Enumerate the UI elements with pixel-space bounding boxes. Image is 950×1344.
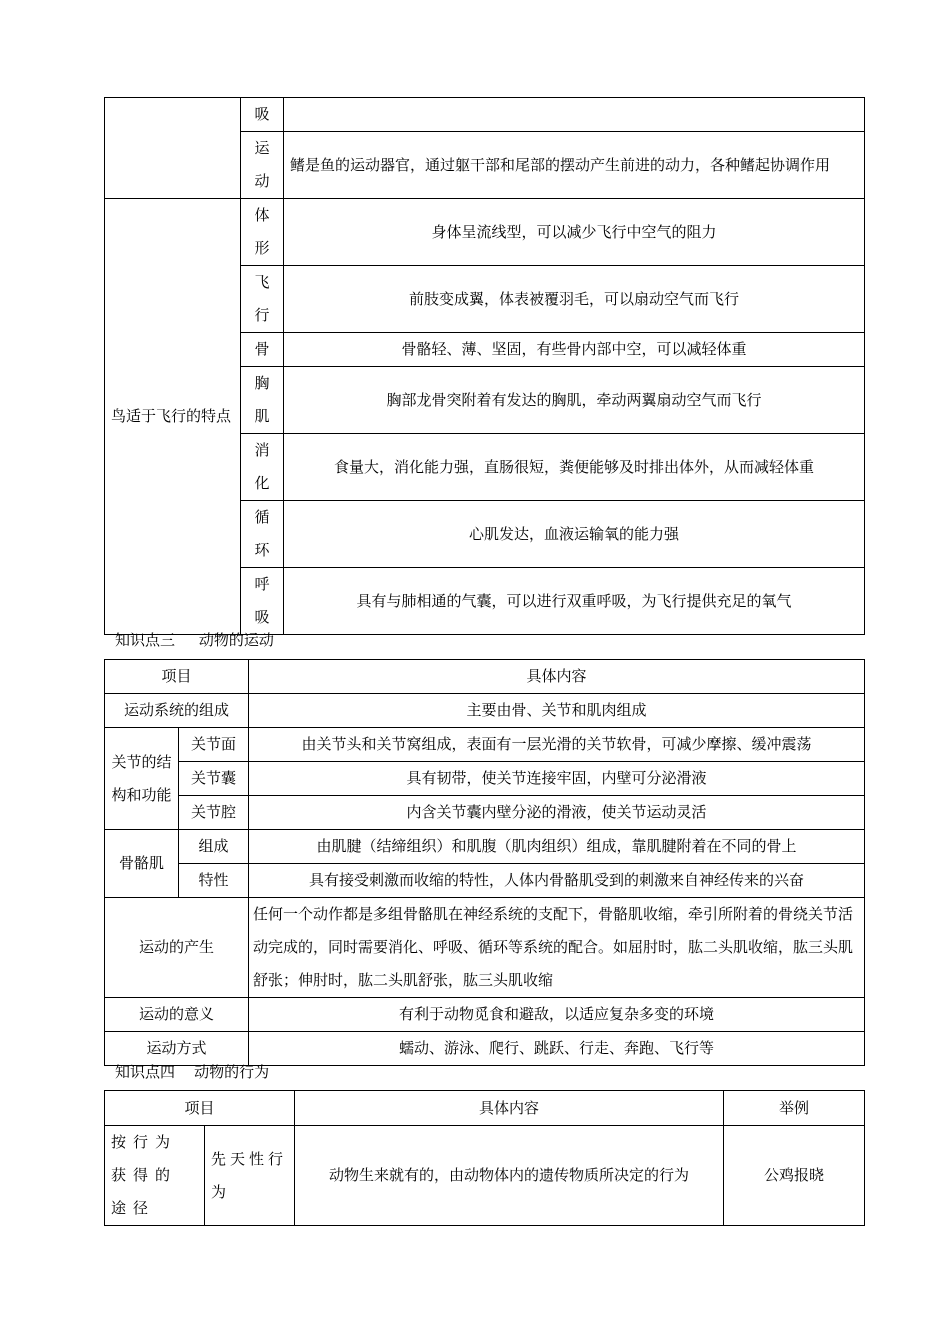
- section3-heading: 知识点三 动物的运动: [115, 631, 274, 649]
- joint-content-cavity: 内含关节囊内壁分泌的滑液，使关节运动灵活: [249, 796, 865, 830]
- behavior-group-label: 按行为获得的途径: [105, 1126, 205, 1226]
- meaning-content: 有利于动物觅食和避敌，以适应复杂多变的环境: [249, 998, 865, 1032]
- behavior-col-content: 具体内容: [295, 1091, 724, 1126]
- bird-content-respiration: 具有与肺相通的气囊，可以进行双重呼吸，为飞行提供充足的氧气: [284, 568, 865, 635]
- behavior-col-example: 举例: [724, 1091, 865, 1126]
- meaning-label: 运动的意义: [105, 998, 249, 1032]
- muscle-sub-composition: 组成: [179, 830, 249, 864]
- bird-item-flight: 飞行: [241, 266, 284, 333]
- muscle-label: 骨骼肌: [105, 830, 179, 898]
- bird-content-chest-muscle: 胸部龙骨突附着有发达的胸肌，牵动两翼扇动空气而飞行: [284, 367, 865, 434]
- behavior-sub-innate: 先天性行为: [205, 1126, 295, 1226]
- modes-label: 运动方式: [105, 1032, 249, 1066]
- movement-col-item: 项目: [105, 660, 249, 694]
- system-content: 主要由骨、关节和肌肉组成: [249, 694, 865, 728]
- muscle-sub-property: 特性: [179, 864, 249, 898]
- system-label: 运动系统的组成: [105, 694, 249, 728]
- movement-col-content: 具体内容: [249, 660, 865, 694]
- fish-content-movement: 鳍是鱼的运动器官，通过躯干部和尾部的摆动产生前进的动力，各种鳍起协调作用: [284, 132, 865, 199]
- joint-sub-cavity: 关节腔: [179, 796, 249, 830]
- bird-title-cell: 鸟适于飞行的特点: [105, 199, 241, 635]
- bird-fish-table: [104, 97, 865, 635]
- fish-item-breathing: 吸: [241, 98, 284, 132]
- bird-item-digestion: 消化: [241, 434, 284, 501]
- bird-item-circulation: 循环: [241, 501, 284, 568]
- bird-content-digestion: 食量大，消化能力强，直肠很短，粪便能够及时排出体外，从而减轻体重: [284, 434, 865, 501]
- behavior-table: [104, 1090, 865, 1226]
- production-label: 运动的产生: [105, 898, 249, 998]
- bird-item-chest-muscle: 胸肌: [241, 367, 284, 434]
- bird-item-bone: 骨: [241, 333, 284, 367]
- behavior-content-innate: 动物生来就有的，由动物体内的遗传物质所决定的行为: [295, 1126, 724, 1226]
- behavior-col-item: 项目: [105, 1091, 295, 1126]
- joint-sub-capsule: 关节囊: [179, 762, 249, 796]
- bird-item-respiration: 呼吸: [241, 568, 284, 635]
- modes-content: 蠕动、游泳、爬行、跳跃、行走、奔跑、飞行等: [249, 1032, 865, 1066]
- production-content: 任何一个动作都是多组骨骼肌在神经系统的支配下，骨骼肌收缩，牵引所附着的骨绕关节活动完成的，同时需要消化、呼吸、循环等系统的配合。如屈肘时，肱二头肌收缩，肱三头肌舒张；伸肘时，肱二头肌舒张，肱三头肌收缩: [249, 898, 865, 998]
- bird-content-bone: 骨骼轻、薄、坚固，有些骨内部中空，可以减轻体重: [284, 333, 865, 367]
- bird-item-shape: 体形: [241, 199, 284, 266]
- bird-content-flight: 前肢变成翼，体表被覆羽毛，可以扇动空气而飞行: [284, 266, 865, 333]
- section4-heading: 知识点四 动物的行为: [115, 1063, 270, 1081]
- joint-content-capsule: 具有韧带，使关节连接牢固，内壁可分泌滑液: [249, 762, 865, 796]
- muscle-content-property: 具有接受刺激而收缩的特性，人体内骨骼肌受到的刺激来自神经传来的兴奋: [249, 864, 865, 898]
- joint-content-surface: 由关节头和关节窝组成，表面有一层光滑的关节软骨，可减少摩擦、缓冲震荡: [249, 728, 865, 762]
- behavior-example-innate: 公鸡报晓: [724, 1126, 865, 1226]
- movement-table: [104, 659, 865, 1066]
- bird-content-shape: 身体呈流线型，可以减少飞行中空气的阻力: [284, 199, 865, 266]
- joint-sub-surface: 关节面: [179, 728, 249, 762]
- joint-label: 关节的结构和功能: [105, 728, 179, 830]
- fish-content-breathing: [284, 98, 865, 132]
- bird-content-circulation: 心肌发达，血液运输氧的能力强: [284, 501, 865, 568]
- fish-continued-label-cell: [105, 98, 241, 199]
- muscle-content-composition: 由肌腱（结缔组织）和肌腹（肌肉组织）组成，靠肌腱附着在不同的骨上: [249, 830, 865, 864]
- fish-item-movement: 运动: [241, 132, 284, 199]
